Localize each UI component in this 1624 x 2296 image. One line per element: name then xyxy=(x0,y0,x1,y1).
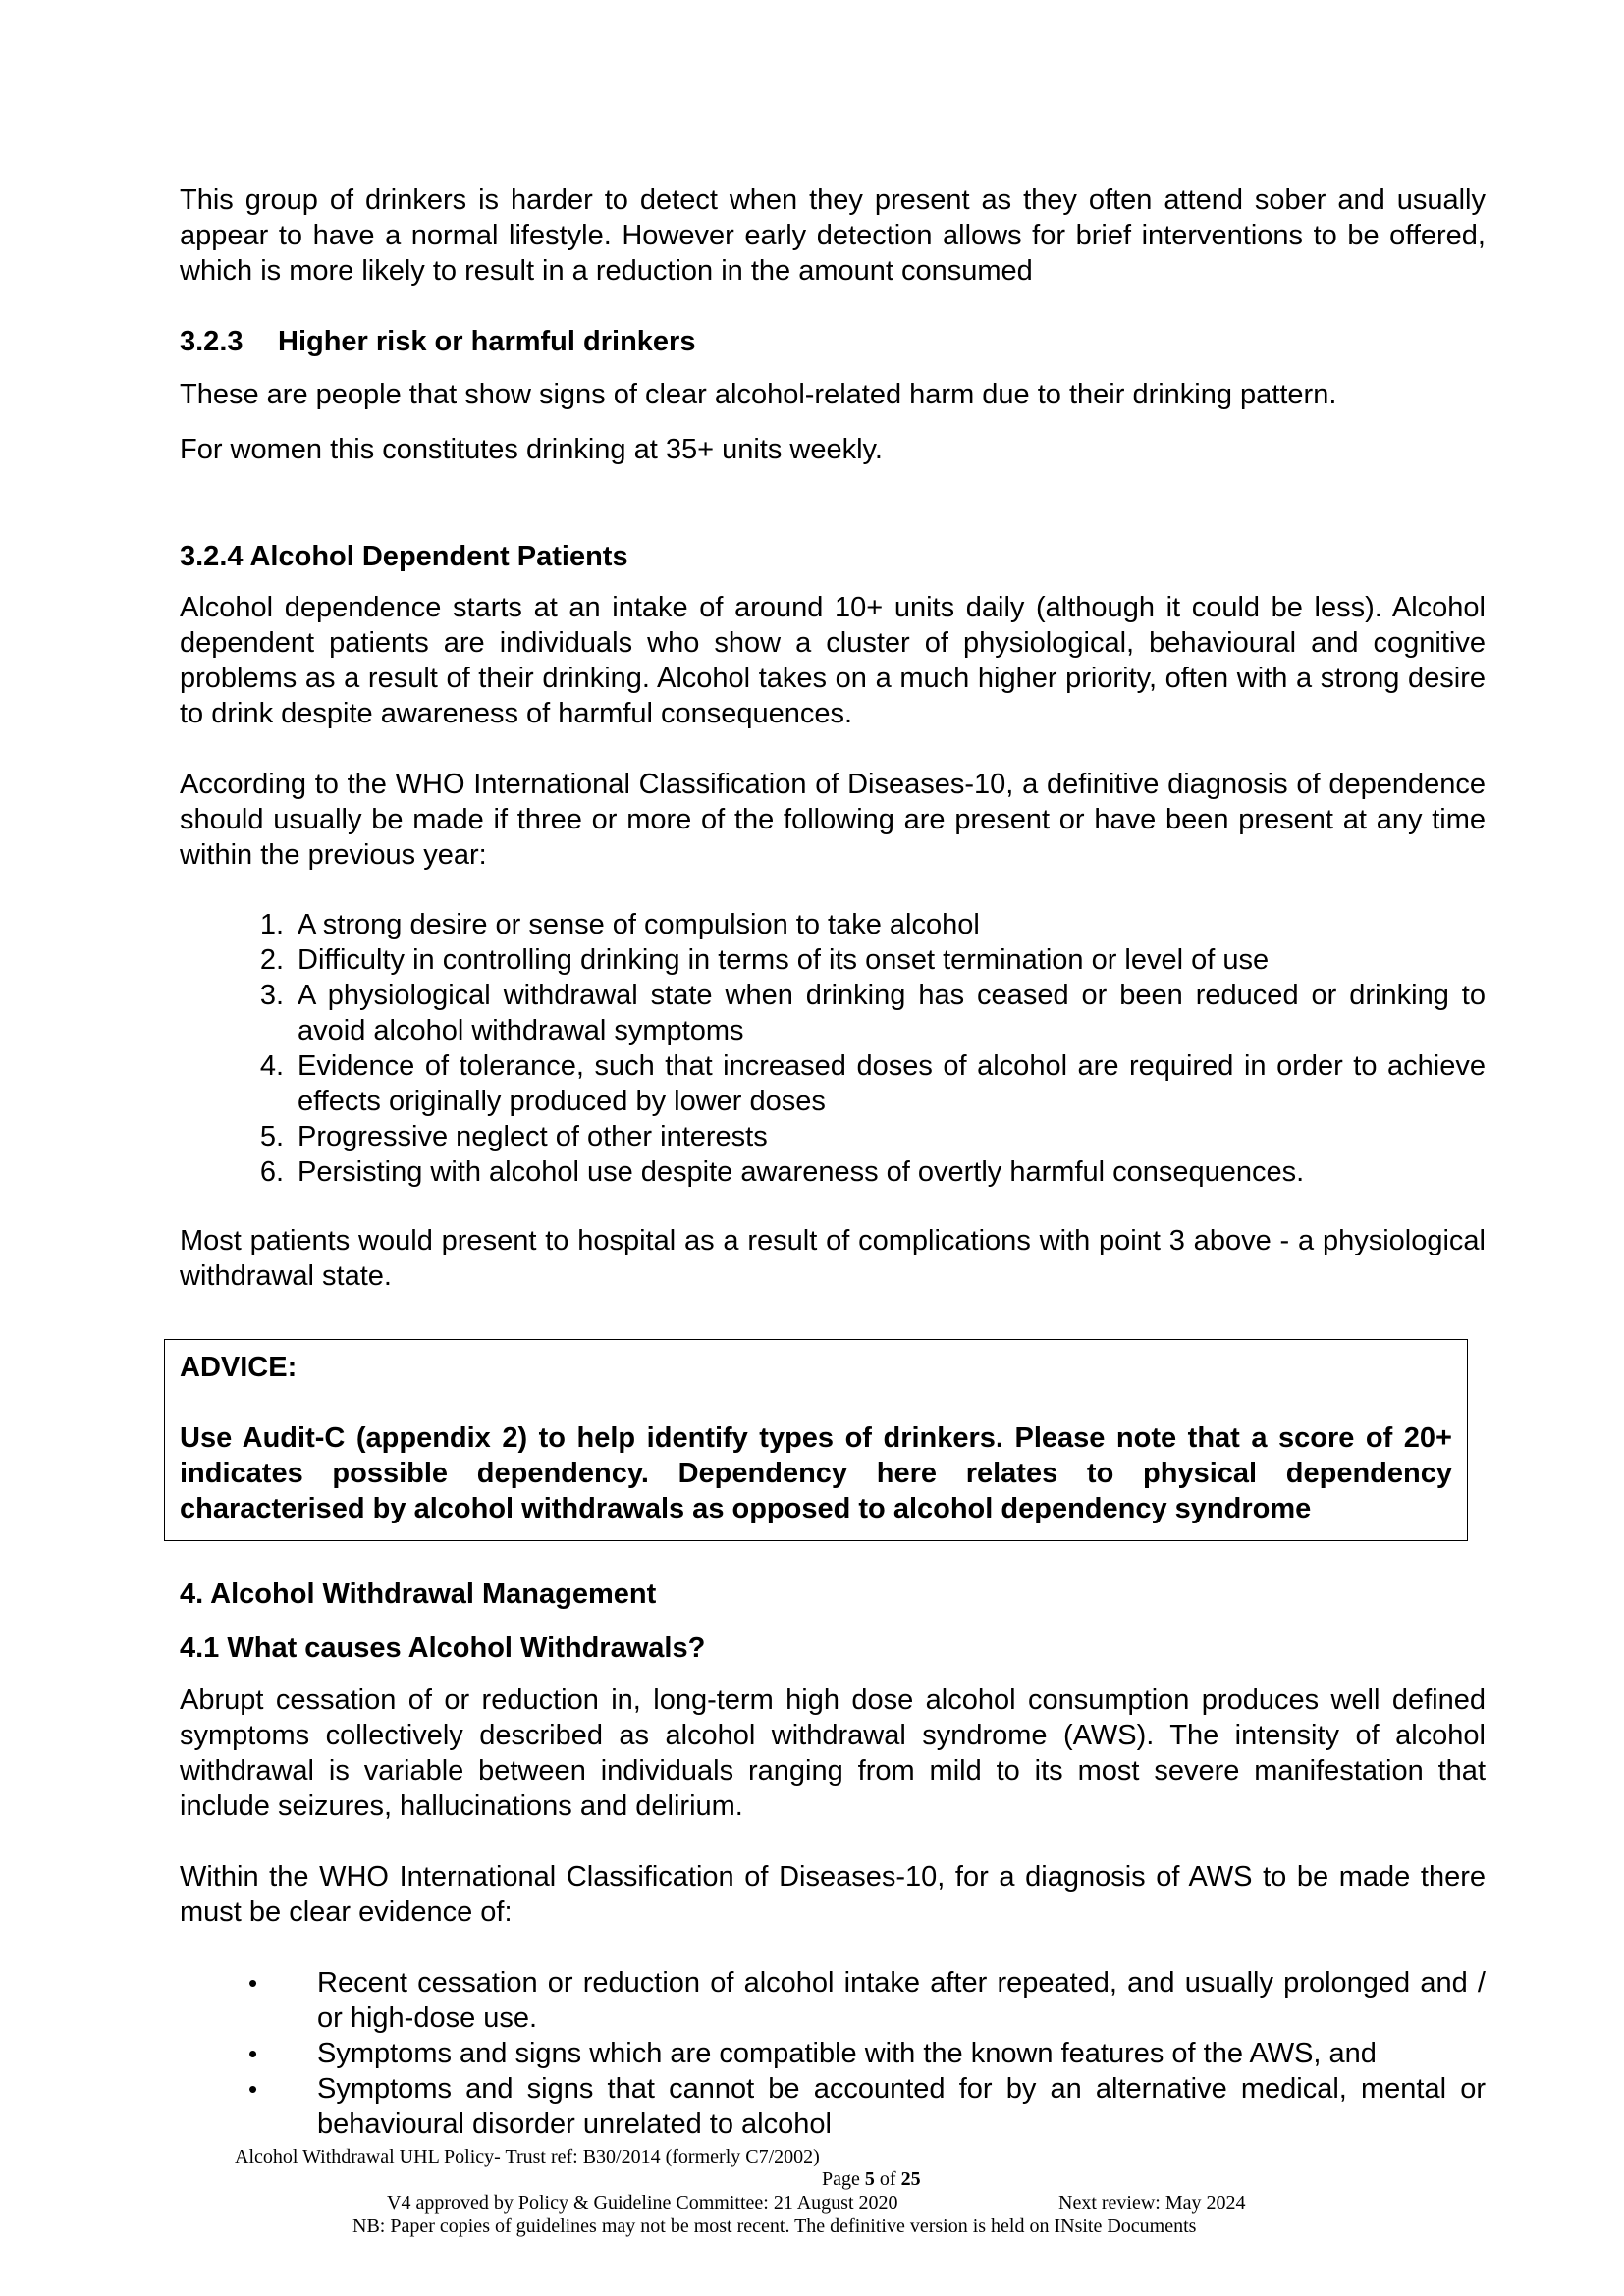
section-3-2-3-number: 3.2.3 xyxy=(180,326,244,357)
aws-evidence-list xyxy=(180,1965,1486,2142)
list-item xyxy=(180,907,1486,942)
list-marker: 3. xyxy=(259,980,284,1011)
intro-paragraph: This group of drinkers is harder to detect when they present as they often attend sober and usually appear to have a normal lifestyle. However early detection allows for brief interventions to be offered, which is more likely to result in a reduction in the amount consumed xyxy=(180,185,1486,287)
list-item-text: Symptoms and signs which are compatible with the known features of the AWS, and xyxy=(317,2038,1377,2069)
list-item-text: Evidence of tolerance, such that increased doses of alcohol are required in order to achieve effects originally produced by lower doses xyxy=(298,1050,1486,1117)
list-item xyxy=(180,1965,1486,2036)
bullet-icon: • xyxy=(248,1968,258,1998)
list-marker: 2. xyxy=(259,944,284,976)
dependence-criteria-list xyxy=(180,907,1486,1190)
list-item xyxy=(180,1119,1486,1154)
footer-next-review: Next review: May 2024 xyxy=(1058,2192,1246,2214)
section-3-2-4-paragraph-3: Most patients would present to hospital as a result of complications with point 3 above - a physiological withdrawal state. xyxy=(180,1225,1486,1292)
section-3-2-4-paragraph-2: According to the WHO International Classification of Diseases-10, a definitive diagnosis of dependence should usually be made if three or more of the following are present or have been present at any time within the previous year: xyxy=(180,769,1486,871)
list-item xyxy=(180,2071,1486,2142)
footer-policy-line: Alcohol Withdrawal UHL Policy- Trust ref: B30/2014 (formerly C7/2002) xyxy=(235,2146,820,2167)
list-item-text: Persisting with alcohol use despite awareness of overtly harmful consequences. xyxy=(298,1156,1305,1188)
section-4-1-heading: 4.1 What causes Alcohol Withdrawals? xyxy=(180,1632,706,1664)
advice-label: ADVICE: xyxy=(180,1352,298,1383)
list-item-text: Symptoms and signs that cannot be accounted for by an alternative medical, mental or behavioural disorder unrelated to alcohol xyxy=(317,2073,1486,2140)
footer-page-of: of xyxy=(874,2168,901,2190)
section-3-2-3-title: Higher risk or harmful drinkers xyxy=(278,326,696,357)
footer-note: NB: Paper copies of guidelines may not be most recent. The definitive version is held on INsite Documents xyxy=(352,2216,1197,2237)
list-marker: 5. xyxy=(259,1121,284,1152)
list-item-text: A strong desire or sense of compulsion to take alcohol xyxy=(298,909,980,940)
list-item xyxy=(180,2036,1486,2071)
section-4-1-paragraph-1: Abrupt cessation of or reduction in, long-term high dose alcohol consumption produces well defined symptoms collectively described as alcohol withdrawal syndrome (AWS). The intensity of alcohol withdrawal is variable between individuals ranging from mild to its most severe manifestation that include seizures, hallucinations and delirium. xyxy=(180,1684,1486,1822)
section-3-2-3-heading xyxy=(180,324,1486,359)
section-3-2-3-paragraph-2: For women this constitutes drinking at 35+ units weekly. xyxy=(180,434,883,465)
list-item-text: Progressive neglect of other interests xyxy=(298,1121,768,1152)
list-item xyxy=(180,1154,1486,1190)
advice-text: Use Audit-C (appendix 2) to help identify types of drinkers. Please note that a score of 20+ indicates possible dependency. Dependency here relates to physical dependency characterised by alcohol withdrawals as opposed to alcohol dependency syndrome xyxy=(180,1422,1452,1524)
list-item-text: A physiological withdrawal state when drinking has ceased or been reduced or drinking to avoid alcohol withdrawal symptoms xyxy=(298,980,1486,1046)
footer-page-current: 5 xyxy=(864,2168,875,2190)
footer-page-number xyxy=(822,2167,921,2191)
footer-page-total: 25 xyxy=(900,2168,921,2190)
list-item-text: Difficulty in controlling drinking in terms of its onset termination or level of use xyxy=(298,944,1270,976)
bullet-icon: • xyxy=(248,2074,258,2104)
list-item xyxy=(180,978,1486,1048)
section-4-heading: 4. Alcohol Withdrawal Management xyxy=(180,1578,657,1610)
list-item xyxy=(180,1048,1486,1119)
list-marker: 4. xyxy=(259,1050,284,1082)
list-marker: 6. xyxy=(259,1156,284,1188)
list-item-text: Recent cessation or reduction of alcohol intake after repeated, and usually prolonged and / or high-dose use. xyxy=(317,1967,1486,2034)
section-3-2-4-heading: 3.2.4 Alcohol Dependent Patients xyxy=(180,541,628,572)
section-3-2-4-paragraph-1: Alcohol dependence starts at an intake of around 10+ units daily (although it could be less). Alcohol dependent patients are individuals who show a cluster of physiological, behavioural and cognitive problems as a result of their drinking. Alcohol takes on a much higher priority, often with a strong desire to drink despite awareness of harmful consequences. xyxy=(180,592,1486,729)
section-4-1-paragraph-2: Within the WHO International Classification of Diseases-10, for a diagnosis of AWS to be made there must be clear evidence of: xyxy=(180,1861,1486,1928)
section-3-2-3-paragraph-1: These are people that show signs of clear alcohol-related harm due to their drinking pattern. xyxy=(180,379,1337,410)
footer-approval: V4 approved by Policy & Guideline Committee: 21 August 2020 xyxy=(387,2192,898,2214)
footer-page-prefix: Page xyxy=(822,2168,865,2190)
list-item xyxy=(180,942,1486,978)
list-marker: 1. xyxy=(259,909,284,940)
bullet-icon: • xyxy=(248,2039,258,2068)
advice-box xyxy=(164,1339,1468,1541)
